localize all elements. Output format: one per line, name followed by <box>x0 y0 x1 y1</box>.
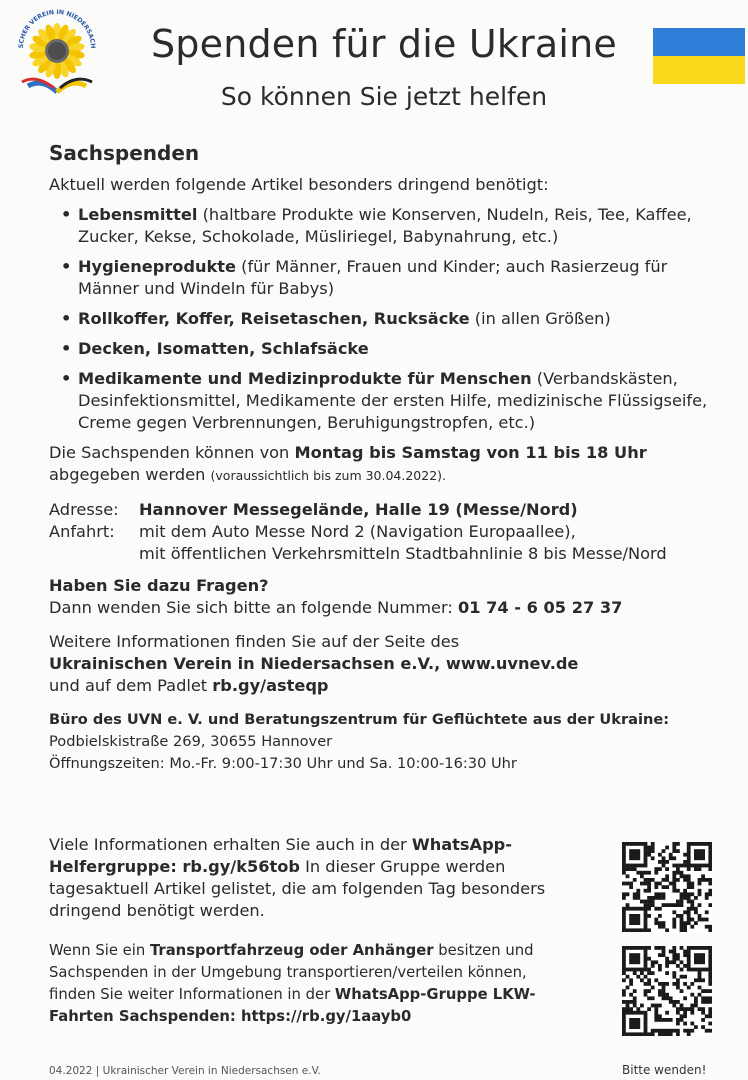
route-label: Anfahrt: <box>49 522 115 541</box>
footer-text: 04.2022 | Ukrainischer Verein in Niedersachsen e.V. <box>49 1065 321 1077</box>
address-value: Hannover Messegelände, Halle 19 (Messe/Nord) <box>139 500 578 519</box>
more-info: Weitere Informationen finden Sie auf der Seite des Ukrainischen Verein in Niedersachsen e.V., www.uvnev.de und auf dem Padlet rb.gy/asteqp <box>49 632 579 695</box>
whatsapp-group-link: WhatsApp-Helfergruppe: rb.gy/k56tob <box>49 835 512 876</box>
office-info <box>49 709 719 775</box>
list-item: • Medikamente und Medizinprodukte für Menschen (Verbandskästen, Desinfektionsmittel, Medikamente der ersten Hilfe, medizinische Flüssigseife, Creme gegen Verbrennungen, Beruhigungstropfen, etc.) <box>61 368 719 434</box>
ukraine-flag <box>653 28 745 84</box>
list-item: • Decken, Isomatten, Schlafsäcke <box>61 338 719 360</box>
page-title: Spenden für die Ukraine <box>150 22 618 66</box>
list-item: • Hygieneprodukte (für Männer, Frauen und Kinder; auch Rasierzeug für Männer und Windeln für Babys) <box>61 256 719 300</box>
please-turn-over: Bitte wenden! <box>622 1063 707 1077</box>
questions-text: Dann wenden Sie sich bitte an folgende Nummer: 01 74 - 6 05 27 37 <box>49 598 623 617</box>
logo-text: SCHER VEREIN IN NIEDERSACH <box>17 8 97 49</box>
office-hours: Öffnungszeiten: Mo.-Fr. 9:00-17:30 Uhr und Sa. 10:00-16:30 Uhr <box>49 755 517 772</box>
whatsapp-helper-info: Viele Informationen erhalten Sie auch in der WhatsApp-Helfergruppe: rb.gy/k56tob In dieser Gruppe werden tagesaktuell Artikel gelistet, die am folgenden Tag besonders dringend benötigt werden. <box>49 835 546 920</box>
office-address: Podbielskistraße 269, 30655 Hannover <box>49 733 333 750</box>
transport-info: Wenn Sie ein Transportfahrzeug oder Anhänger besitzen und Sachspenden in der Umgebung transportieren/verteilen können, finden Sie weiter Informationen in der WhatsApp-Gruppe LKW-Fahrten Sachspenden: https://rb.gy/1aayb0 <box>49 942 536 1025</box>
page-subtitle: So können Sie jetzt helfen <box>220 82 548 111</box>
main-content <box>49 142 719 775</box>
qr-code-transport <box>622 946 712 1036</box>
flag-blue-stripe <box>653 28 745 56</box>
padlet-link: rb.gy/asteqp <box>212 676 329 695</box>
donation-times: Die Sachspenden können von Montag bis Samstag von 11 bis 18 Uhr abgegeben werden (voraussichtlich bis zum 30.04.2022). <box>49 443 647 484</box>
questions-heading: Haben Sie dazu Fragen? <box>49 576 269 595</box>
qr-code-whatsapp-helper <box>622 842 712 932</box>
sachspenden-intro: Aktuell werden folgende Artikel besonders dringend benötigt: <box>49 175 549 194</box>
sachspenden-heading: Sachspenden <box>49 141 200 165</box>
website-link: Ukrainischen Verein in Niedersachsen e.V., www.uvnev.de <box>49 654 579 673</box>
donation-items-list <box>61 204 719 434</box>
flag-yellow-stripe <box>653 56 745 84</box>
list-item: • Lebensmittel (haltbare Produkte wie Konserven, Nudeln, Reis, Tee, Kaffee, Zucker, Kekse, Schokolade, Müsliriegel, Babynahrung, etc.) <box>61 204 719 248</box>
route-public: mit öffentlichen Verkehrsmitteln Stadtbahnlinie 8 bis Messe/Nord <box>139 544 667 563</box>
transport-group-link: WhatsApp-Gruppe LKW-Fahrten Sachspenden: https://rb.gy/1aayb0 <box>49 986 536 1025</box>
address-block <box>49 499 719 565</box>
phone-number: 01 74 - 6 05 27 37 <box>457 598 623 617</box>
list-item: • Rollkoffer, Koffer, Reisetaschen, Rucksäcke (in allen Größen) <box>61 308 719 330</box>
address-label: Adresse: <box>49 500 119 519</box>
office-title: Büro des UVN e. V. und Beratungszentrum für Geflüchtete aus der Ukraine: <box>49 711 670 728</box>
route-car: mit dem Auto Messe Nord 2 (Navigation Europaallee), <box>139 522 576 541</box>
association-logo <box>14 4 100 108</box>
